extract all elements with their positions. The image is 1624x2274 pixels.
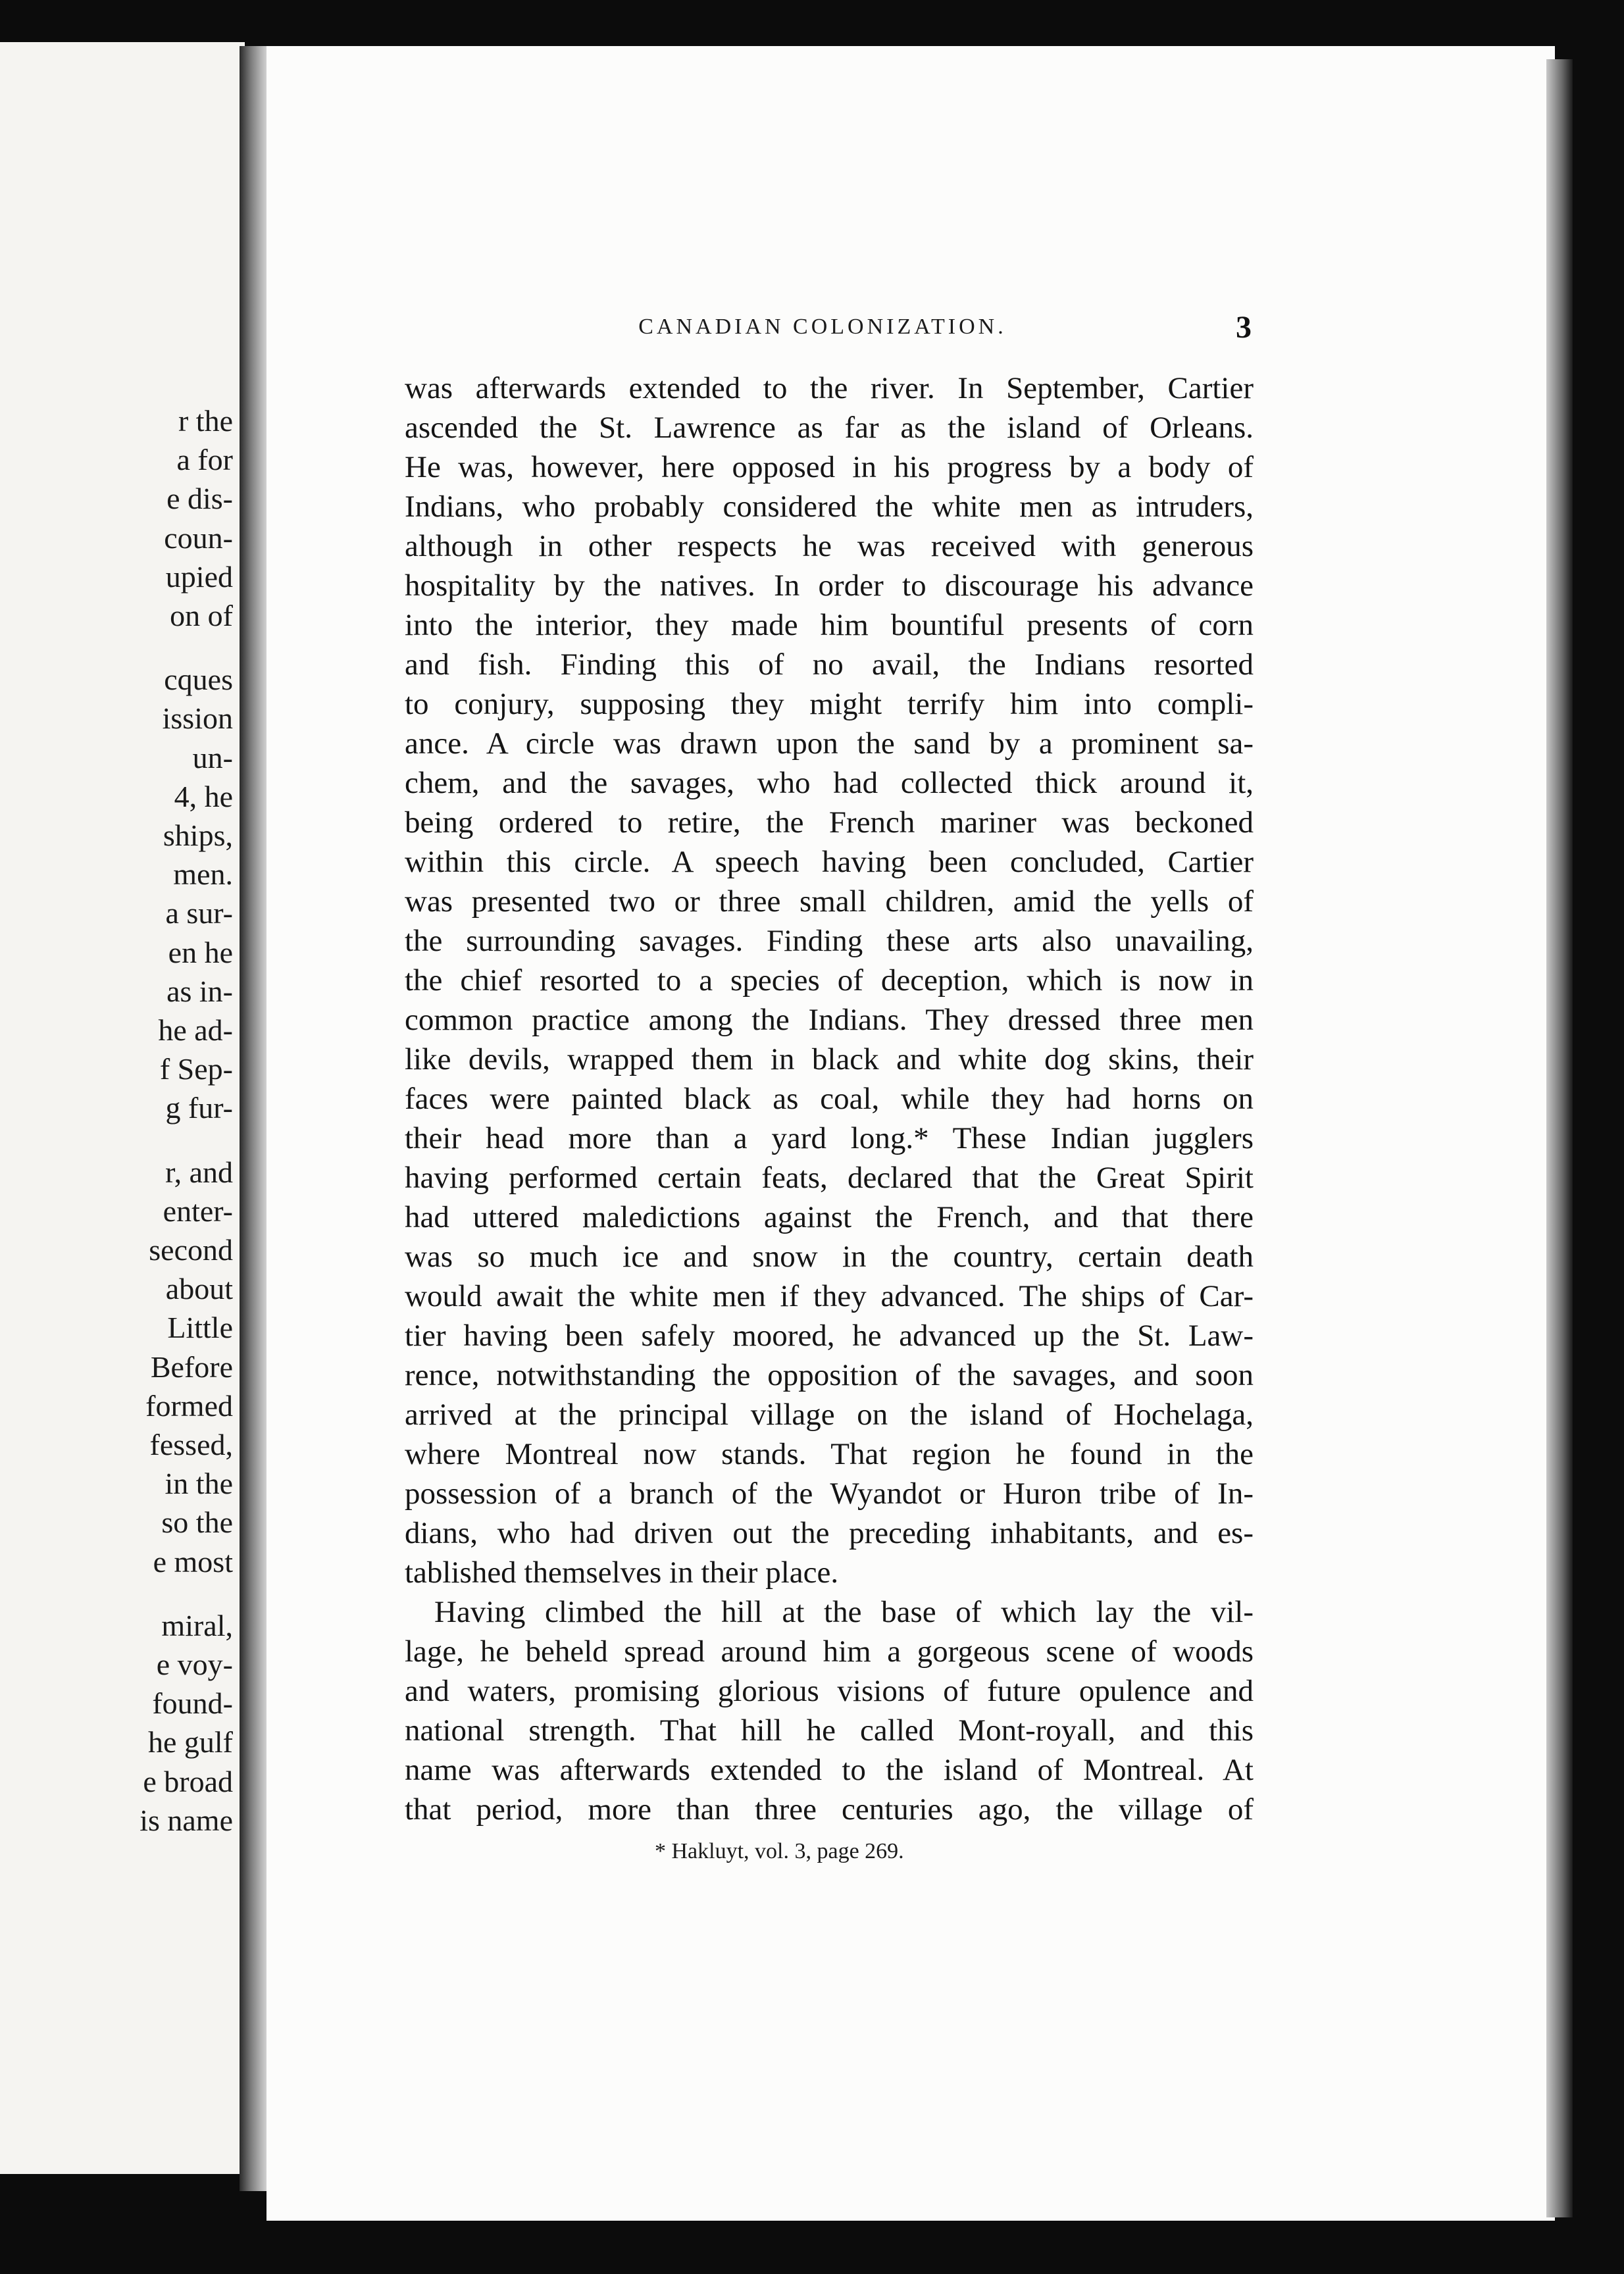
text-line: where Montreal now stands. That region he found in the <box>405 1437 1254 1471</box>
left-page-fragment: is name <box>140 1803 233 1837</box>
page-number: 3 <box>1236 310 1252 345</box>
text-line: had uttered maledictions against the French, and that there <box>405 1200 1254 1234</box>
text-line: was afterwards extended to the river. In September, Cartier <box>405 371 1254 405</box>
text-line: was so much ice and snow in the country, certain death <box>405 1240 1254 1274</box>
left-page-fragment: men. <box>173 857 233 892</box>
text-line: their head more than a yard long.* These Indian jugglers <box>405 1121 1254 1155</box>
text-line: that period, more than three centuries ago, the village of <box>405 1792 1254 1827</box>
text-line: would await the white men if they advanced. The ships of Car- <box>405 1279 1254 1313</box>
text-line: rence, notwithstanding the opposition of the savages, and soon <box>405 1358 1254 1392</box>
left-page-fragment: f Sep- <box>159 1052 233 1086</box>
running-head: CANADIAN COLONIZATION. <box>638 315 1007 339</box>
left-page-fragment: second <box>149 1233 233 1267</box>
text-line: to conjury, supposing they might terrify him into compli- <box>405 687 1254 721</box>
left-page-fragment: e most <box>153 1544 233 1579</box>
text-line: name was afterwards extended to the island of Montreal. At <box>405 1753 1254 1787</box>
text-line: faces were painted black as coal, while they had horns on <box>405 1082 1254 1116</box>
left-page-fragment: in the <box>165 1467 233 1501</box>
text-line: dians, who had driven out the preceding inhabitants, and es- <box>405 1516 1254 1550</box>
left-page-fragment: e voy- <box>156 1648 233 1681</box>
text-line: although in other respects he was received with generous <box>405 529 1254 563</box>
left-page-fragment: g fur- <box>165 1091 233 1125</box>
left-page-fragment: fessed, <box>149 1428 233 1461</box>
text-line: ascended the St. Lawrence as far as the island of Orleans. <box>405 411 1254 445</box>
left-page-fragment: formed <box>145 1388 233 1423</box>
left-page-fragment: so the <box>161 1505 233 1540</box>
body-text <box>405 368 1254 1829</box>
left-page-fragment: en he <box>168 935 233 969</box>
text-line: the chief resorted to a species of deception, which is now in <box>405 963 1254 998</box>
text-line: was presented two or three small children, amid the yells of <box>405 884 1254 919</box>
left-page-fragment: e broad <box>143 1764 233 1798</box>
left-page-fragment: e dis- <box>166 482 233 516</box>
text-line: and fish. Finding this of no avail, the Indians resorted <box>405 647 1254 682</box>
left-page-fragment: coun- <box>164 520 233 555</box>
left-page-fragment: ission <box>162 701 233 736</box>
left-page-fragment: a sur- <box>165 896 233 930</box>
left-page-fragment: a for <box>176 443 233 477</box>
page-edge <box>1546 59 1573 2217</box>
text-line: arrived at the principal village on the island of Hochelaga, <box>405 1398 1254 1432</box>
text-line: He was, however, here opposed in his progress by a body of <box>405 450 1254 484</box>
text-line: within this circle. A speech having been concluded, Cartier <box>405 845 1254 879</box>
left-page-fragment: Little <box>167 1311 233 1345</box>
text-line: Having climbed the hill at the base of which lay the vil- <box>434 1595 1254 1629</box>
text-line: tier having been safely moored, he advanced up the St. Law- <box>405 1319 1254 1353</box>
text-line: possession of a branch of the Wyandot or Huron tribe of In- <box>405 1477 1254 1511</box>
text-line: tablished themselves in their place. <box>405 1555 839 1590</box>
left-page-fragment: cques <box>164 663 233 697</box>
left-page-fragment: miral, <box>161 1608 233 1642</box>
text-line: ance. A circle was drawn upon the sand by a prominent sa- <box>405 726 1254 761</box>
left-page-fragment: on of <box>170 599 233 632</box>
text-line: and waters, promising glorious visions of future opulence and <box>405 1674 1254 1708</box>
left-page-fragment: about <box>165 1272 233 1306</box>
left-page-fragment: ships, <box>163 819 233 852</box>
left-page-fragment: un- <box>192 740 233 774</box>
text-line: the surrounding savages. Finding these arts also unavailing, <box>405 924 1254 958</box>
text-line: hospitality by the natives. In order to discourage his advance <box>405 568 1254 603</box>
text-line: Indians, who probably considered the white men as intruders, <box>405 490 1254 524</box>
text-line: like devils, wrapped them in black and white dog skins, their <box>405 1042 1254 1076</box>
text-line: having performed certain feats, declared that the Great Spirit <box>405 1161 1254 1195</box>
left-page-fragment: Before <box>150 1350 233 1384</box>
left-page-fragment: enter- <box>163 1194 233 1228</box>
left-page-fragment: he ad- <box>158 1013 233 1047</box>
left-page-fragment: upied <box>165 559 233 594</box>
left-page-fragment: r the <box>178 404 233 438</box>
left-page-fragment: as in- <box>166 974 233 1008</box>
text-line: national strength. That hill he called Mont-royall, and this <box>405 1713 1254 1748</box>
left-page-fragment: found- <box>152 1686 233 1721</box>
text-line: common practice among the Indians. They dressed three men <box>405 1003 1254 1037</box>
footnote: * Hakluyt, vol. 3, page 269. <box>655 1839 904 1863</box>
left-page <box>0 42 245 2174</box>
text-line: lage, he beheld spread around him a gorgeous scene of woods <box>405 1634 1254 1669</box>
text-line: being ordered to retire, the French mariner was beckoned <box>405 805 1254 840</box>
left-page-fragment: 4, he <box>174 779 233 813</box>
left-page-fragment: he gulf <box>147 1725 233 1759</box>
left-page-fragment: r, and <box>165 1155 233 1189</box>
text-line: chem, and the savages, who had collected thick around it, <box>405 766 1254 800</box>
text-line: into the interior, they made him bountiful presents of corn <box>405 608 1254 642</box>
